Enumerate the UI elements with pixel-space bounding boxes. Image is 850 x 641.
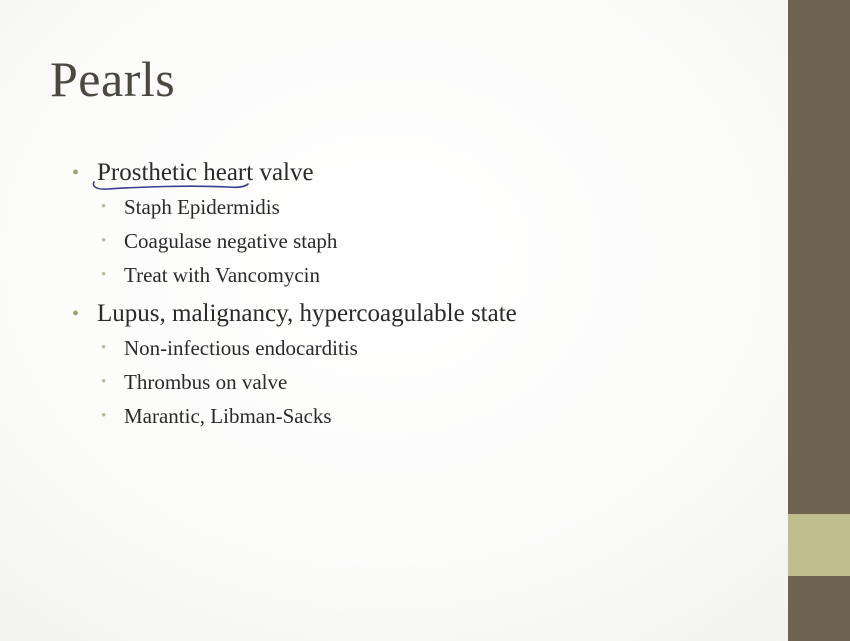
sub-bullet: • Thrombus on valve bbox=[72, 365, 772, 399]
side-accent-block bbox=[788, 514, 850, 576]
sub-bullet: • Treat with Vancomycin bbox=[72, 258, 772, 292]
sub-bullet: • Coagulase negative staph bbox=[72, 224, 772, 258]
sub-list-2 bbox=[72, 331, 772, 433]
slide-title: Pearls bbox=[50, 51, 176, 107]
bullet-lupus-malignancy: • Lupus, malignancy, hypercoagulable state bbox=[72, 297, 772, 331]
sub-bullet: • Marantic, Libman-Sacks bbox=[72, 399, 772, 433]
sub-bullet: • Non-infectious endocarditis bbox=[72, 331, 772, 365]
bullet-list bbox=[72, 156, 772, 433]
sub-list-1 bbox=[72, 190, 772, 292]
bullet-prosthetic-heart-valve: • Prosthetic heart valve bbox=[72, 156, 772, 190]
sub-bullet: • Staph Epidermidis bbox=[72, 190, 772, 224]
